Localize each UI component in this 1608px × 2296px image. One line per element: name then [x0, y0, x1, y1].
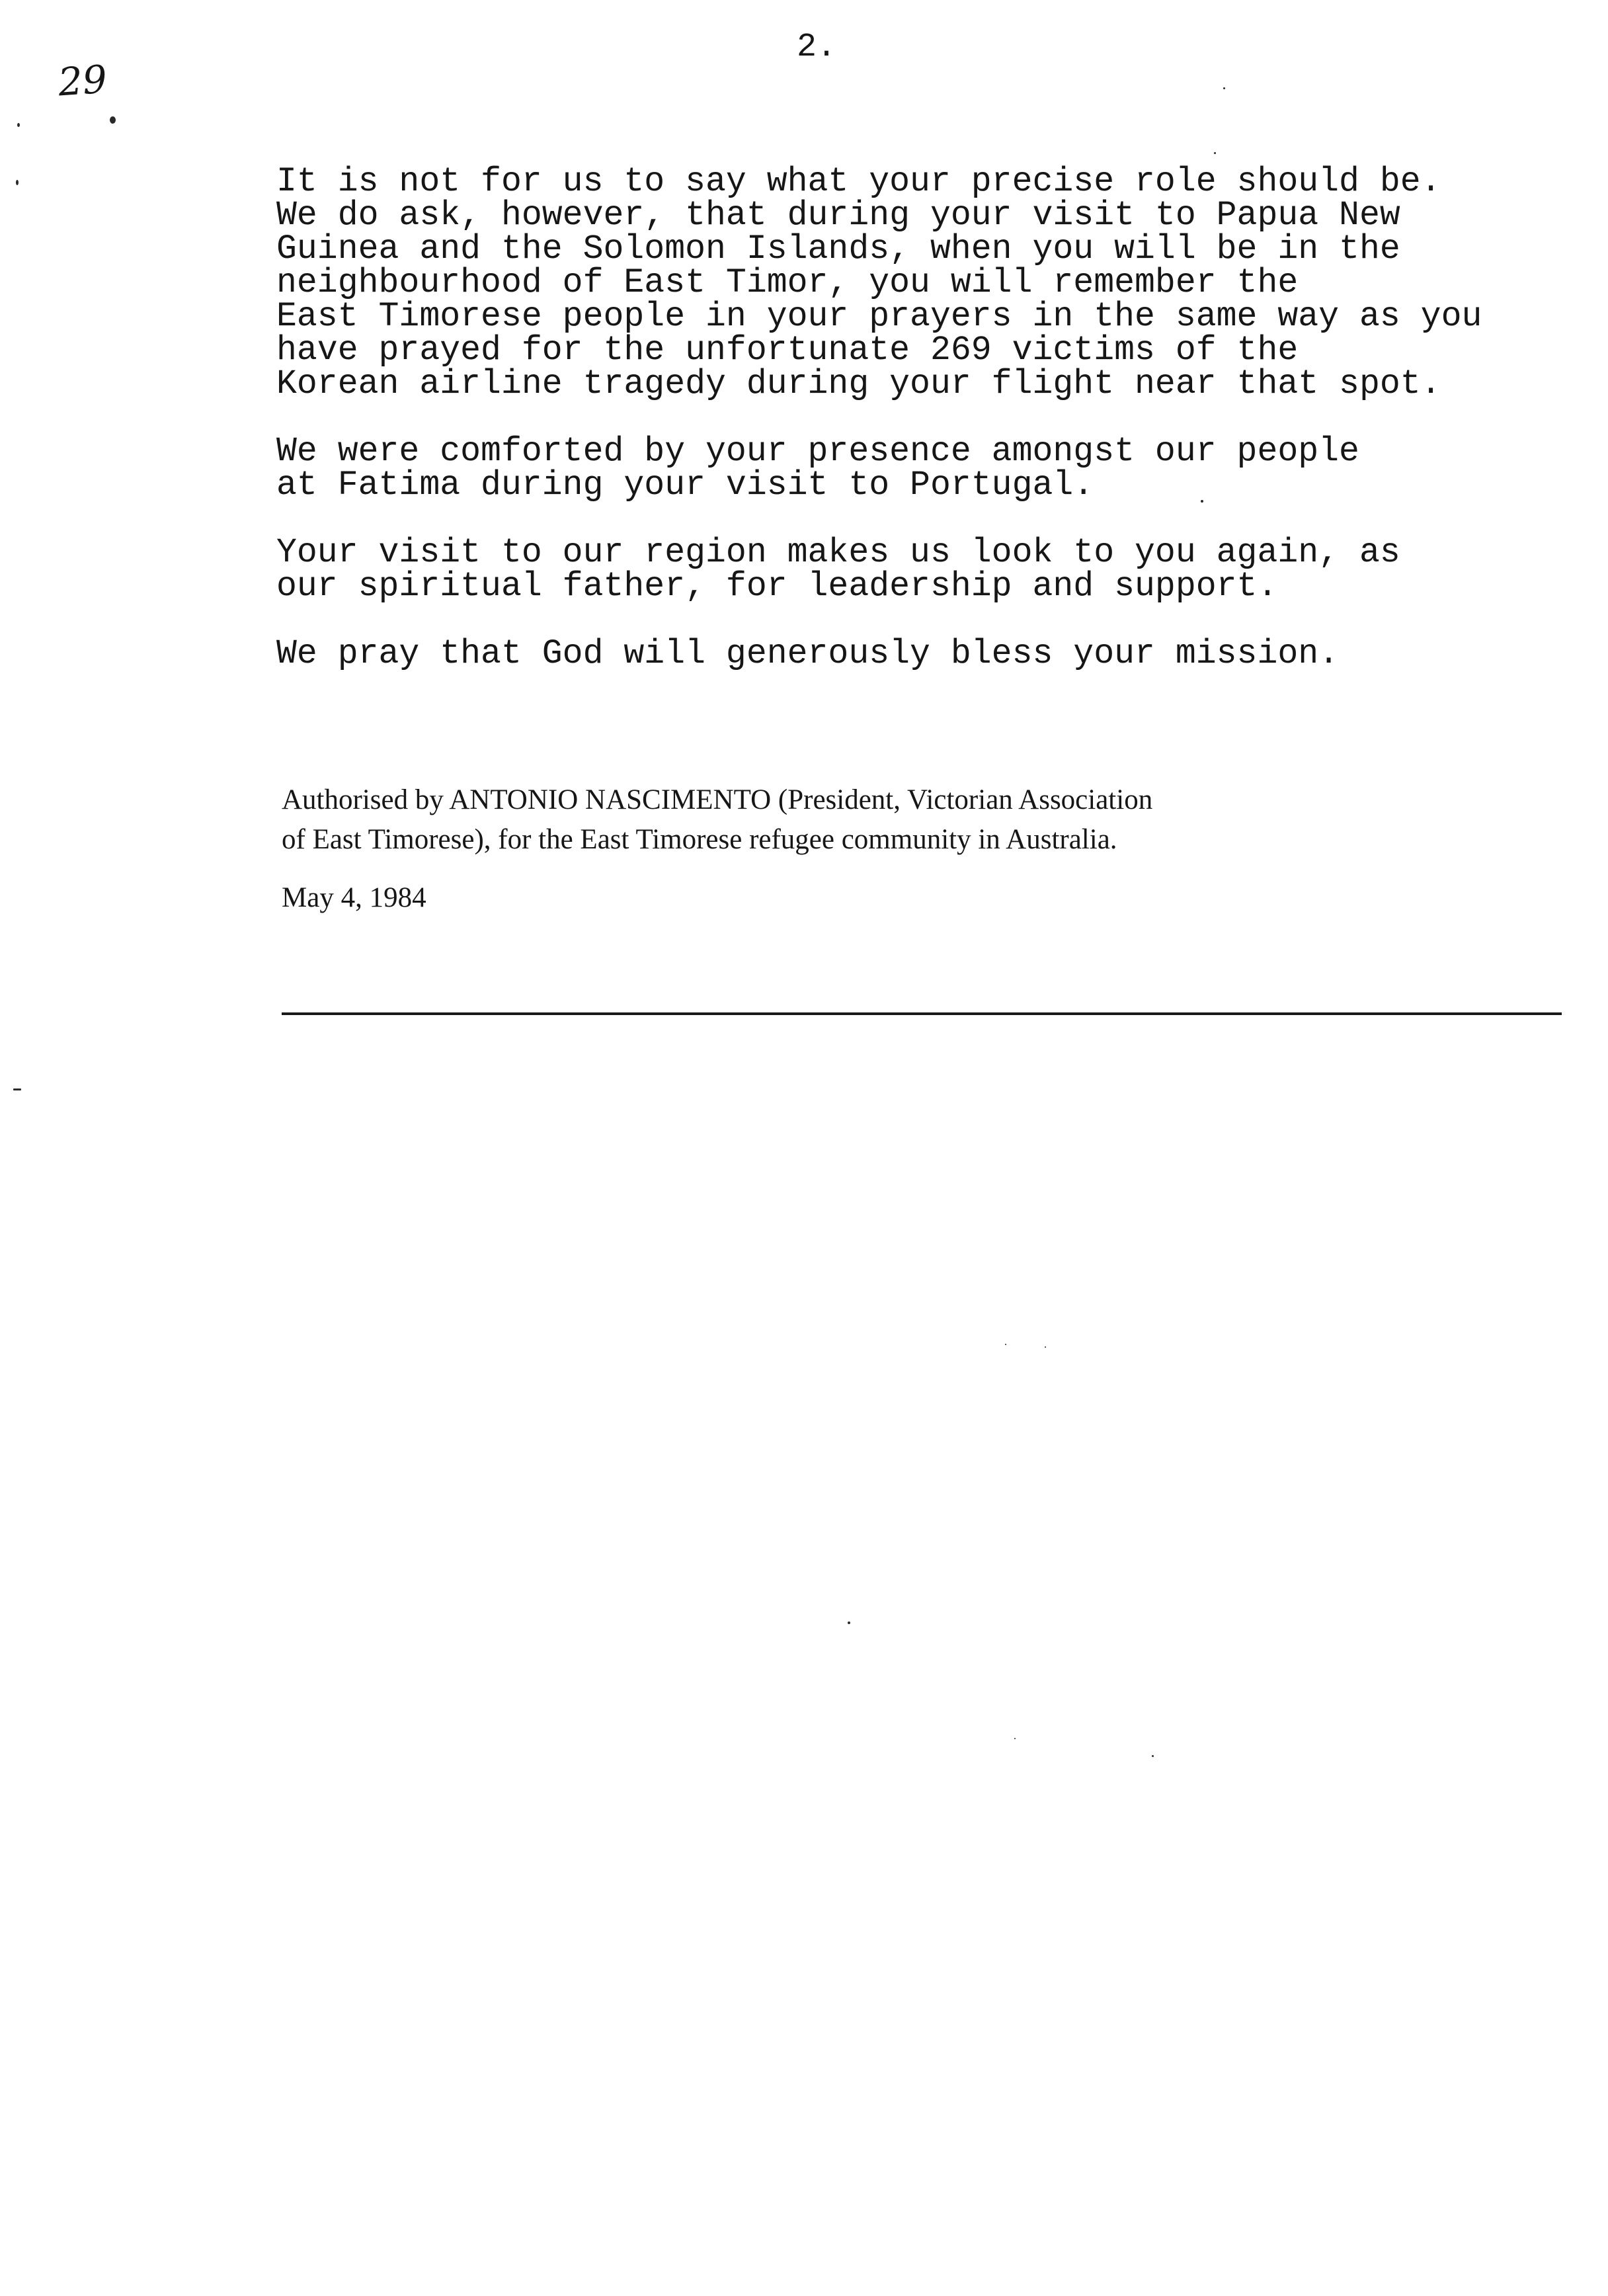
text-line: Korean airline tragedy during your flight near that spot.	[276, 365, 1441, 403]
scan-speck	[1223, 87, 1225, 89]
authorisation-statement	[282, 780, 1571, 860]
text-line: We do ask, however, that during your visit to Papua New	[276, 196, 1400, 235]
scan-speck	[1045, 1346, 1046, 1348]
text-line: Your visit to our region makes us look to you again, as	[276, 534, 1400, 572]
text-line: neighbourhood of East Timor, you will remember the	[276, 264, 1299, 302]
page-number: 2.	[797, 28, 837, 66]
text-line: at Fatima during your visit to Portugal.	[276, 466, 1094, 505]
paragraph-region	[276, 536, 1552, 604]
scan-speck	[1152, 1755, 1154, 1757]
authorisation-line: Authorised by ANTONIO NASCIMENTO (President, Victorian Association	[282, 784, 1153, 815]
authorisation-footer	[282, 780, 1571, 918]
text-line: our spiritual father, for leadership and support.	[276, 567, 1278, 606]
scan-speck	[13, 1088, 21, 1090]
text-line: We pray that God will generously bless your mission.	[276, 635, 1340, 673]
scan-speck	[1005, 1344, 1006, 1345]
text-line: We were comforted by your presence amongst our people	[276, 432, 1359, 471]
letter-date: May 4, 1984	[282, 882, 426, 913]
paragraph-fatima	[276, 432, 1552, 505]
authorisation-line: of East Timorese), for the East Timorese refugee community in Australia.	[282, 824, 1117, 855]
scan-speck	[110, 116, 116, 124]
scan-speck	[1214, 152, 1216, 154]
handwritten-annotation: 29	[56, 56, 109, 105]
text-line: It is not for us to say what your precise role should be.	[276, 163, 1441, 201]
paragraph-role	[276, 165, 1552, 401]
text-line: East Timorese people in your prayers in the same way as you	[276, 298, 1482, 336]
scan-speck	[17, 123, 20, 127]
paragraph-blessing	[276, 637, 1552, 671]
text-line: have prayed for the unfortunate 269 victims of the	[276, 331, 1299, 370]
scan-speck	[1014, 1738, 1016, 1739]
letter-body	[276, 165, 1552, 705]
scan-speck	[16, 180, 19, 185]
horizontal-rule	[282, 1012, 1562, 1015]
scan-speck	[848, 1621, 850, 1624]
text-line: Guinea and the Solomon Islands, when you will be in the	[276, 230, 1400, 268]
